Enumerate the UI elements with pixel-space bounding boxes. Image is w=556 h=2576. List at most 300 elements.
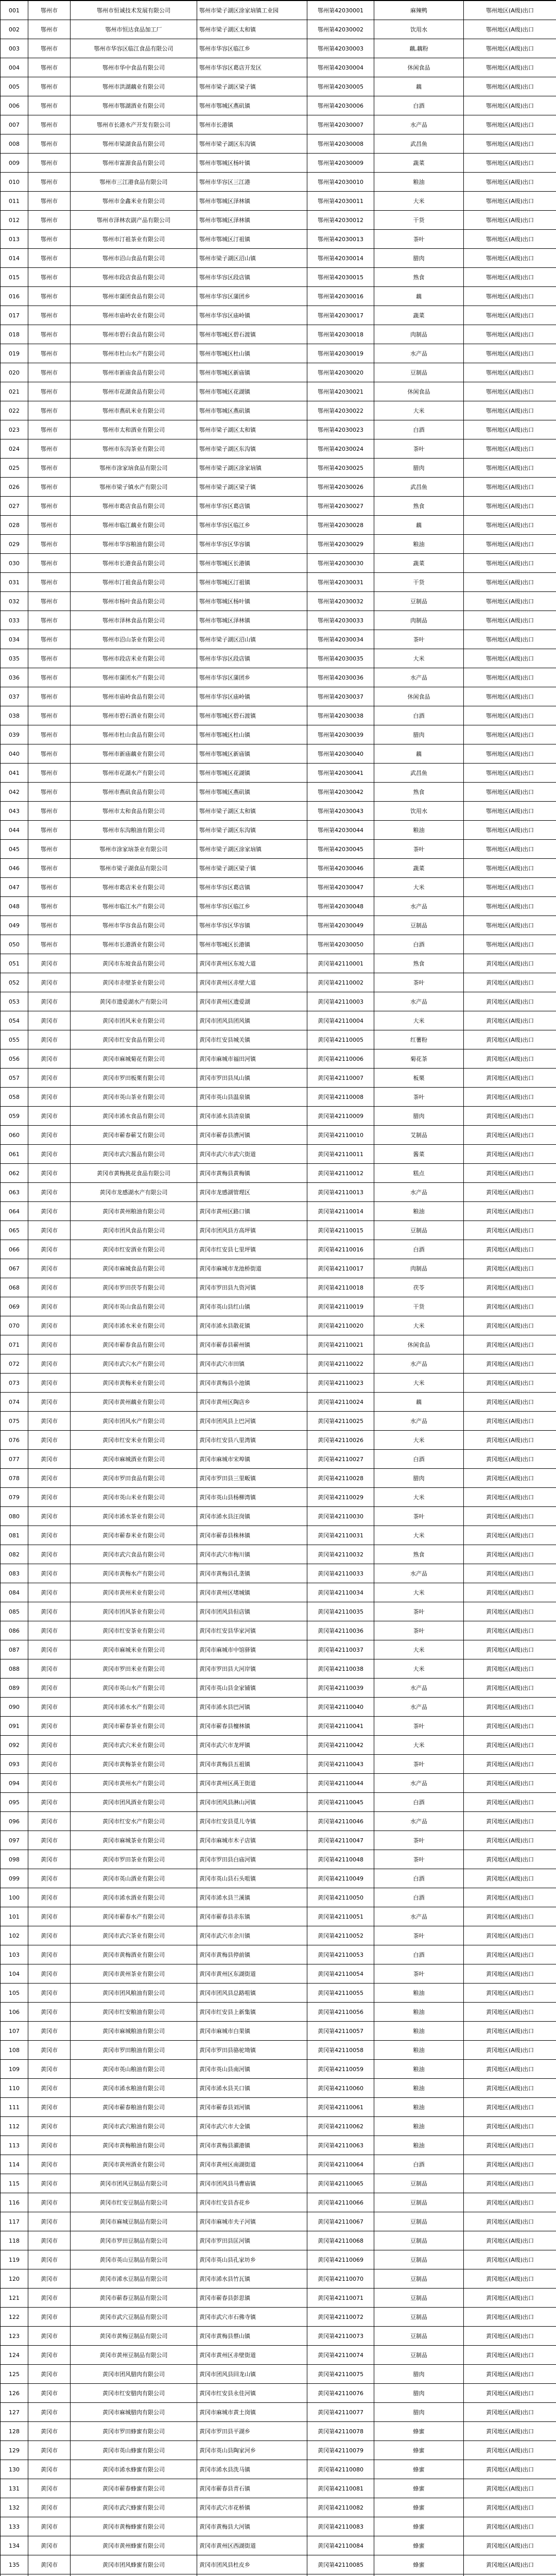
city-cell: 鄂州市 xyxy=(28,744,71,764)
table-row xyxy=(1,249,556,268)
product-cell: 糕点 xyxy=(374,1164,464,1183)
city-cell: 鄂州市 xyxy=(28,344,71,363)
company-name-cell: 鄂州市新庙食品有限公司 xyxy=(71,363,197,382)
table-row xyxy=(1,1774,556,1793)
table-row xyxy=(1,1202,556,1221)
registration-code-cell: 鄂州第42030012 xyxy=(307,211,374,230)
registration-code-cell: 黄冈第42110080 xyxy=(307,2460,374,2479)
registration-code-cell: 鄂州第42030044 xyxy=(307,821,374,840)
company-name-cell xyxy=(71,2574,197,2576)
product-cell: 茶叶 xyxy=(374,1964,464,1984)
row-number-cell: 004 xyxy=(1,58,28,77)
registration-code-cell: 鄂州第42030028 xyxy=(307,516,374,535)
row-number-cell: 014 xyxy=(1,249,28,268)
product-cell: 茶叶 xyxy=(374,230,464,249)
scope-cell: 鄂州地区(A级)出口 xyxy=(464,325,556,344)
city-cell: 黄冈市 xyxy=(28,1412,71,1431)
registration-code-cell: 黄冈第42110035 xyxy=(307,1602,374,1621)
registration-code-cell: 鄂州第42030019 xyxy=(307,344,374,363)
company-name-cell: 鄂州市恒诚技术发展有限公司 xyxy=(71,1,197,20)
scope-cell: 黄冈地区(A级)出口 xyxy=(464,1412,556,1431)
scope-cell: 黄冈地区(A级)出口 xyxy=(464,2193,556,2212)
table-row xyxy=(1,916,556,935)
table-row xyxy=(1,2193,556,2212)
table-row xyxy=(1,2308,556,2327)
registration-code-cell: 黄冈第42110004 xyxy=(307,1011,374,1030)
table-row xyxy=(1,325,556,344)
row-number-cell: 013 xyxy=(1,230,28,249)
city-cell: 黄冈市 xyxy=(28,1469,71,1488)
address-cell: 黄冈市蕲春县漕河镇 xyxy=(197,1126,307,1145)
address-cell: 鄂州市梁子湖区涂家垴镇工业园 xyxy=(197,1,307,20)
registration-code-cell: 鄂州第42030045 xyxy=(307,840,374,859)
city-cell: 鄂州市 xyxy=(28,935,71,954)
product-cell: 茶叶 xyxy=(374,1755,464,1774)
product-cell: 艾制品 xyxy=(374,1126,464,1145)
company-name-cell: 黄冈市赤壁茶业有限公司 xyxy=(71,973,197,992)
table-row xyxy=(1,1126,556,1145)
table-row xyxy=(1,154,556,173)
row-number-cell: 016 xyxy=(1,287,28,306)
row-number-cell: 036 xyxy=(1,668,28,687)
row-number-cell: 020 xyxy=(1,363,28,382)
company-name-cell: 黄冈市黄州酒业有限公司 xyxy=(71,2155,197,2174)
table-row xyxy=(1,1354,556,1374)
row-number-cell: 086 xyxy=(1,1621,28,1640)
address-cell: 鄂州市梁子湖区太和镇 xyxy=(197,20,307,39)
row-number-cell: 047 xyxy=(1,878,28,897)
city-cell: 黄冈市 xyxy=(28,1907,71,1926)
product-cell: 蜂蜜 xyxy=(374,2536,464,2555)
city-cell: 黄冈市 xyxy=(28,1240,71,1259)
address-cell: 鄂州市华容区葛店镇 xyxy=(197,878,307,897)
city-cell: 鄂州市 xyxy=(28,459,71,478)
registration-code-cell: 黄冈第42110076 xyxy=(307,2384,374,2403)
city-cell: 黄冈市 xyxy=(28,1316,71,1335)
registration-code-cell: 鄂州第42030006 xyxy=(307,96,374,115)
company-name-cell: 黄冈市黄州豆制品有限公司 xyxy=(71,2346,197,2365)
scope-cell: 黄冈地区(A级)出口 xyxy=(464,1526,556,1545)
row-number-cell: 107 xyxy=(1,2022,28,2041)
scope-cell: 鄂州地区(A级)出口 xyxy=(464,154,556,173)
product-cell: 大米 xyxy=(374,1640,464,1659)
address-cell: 黄冈市武穴市田镇 xyxy=(197,1354,307,1374)
row-number-cell: 120 xyxy=(1,2269,28,2289)
city-cell: 鄂州市 xyxy=(28,725,71,744)
row-number-cell: 033 xyxy=(1,611,28,630)
company-name-cell: 鄂州市梁子湖食品有限公司 xyxy=(71,859,197,878)
city-cell: 黄冈市 xyxy=(28,1564,71,1583)
table-row xyxy=(1,592,556,611)
company-name-cell: 黄冈市罗田米业有限公司 xyxy=(71,1659,197,1679)
company-name-cell: 黄冈市武穴米业有限公司 xyxy=(71,1736,197,1755)
scope-cell: 黄冈地区(A级)出口 xyxy=(464,1507,556,1526)
product-cell: 水产品 xyxy=(374,1354,464,1374)
city-cell: 黄冈市 xyxy=(28,992,71,1011)
city-cell: 黄冈市 xyxy=(28,1545,71,1564)
registration-code-cell: 鄂州第42030043 xyxy=(307,802,374,821)
product-cell: 豆制品 xyxy=(374,1221,464,1240)
product-cell: 豆制品 xyxy=(374,2308,464,2327)
scope-cell: 黄冈地区(A级)出口 xyxy=(464,1602,556,1621)
address-cell: 黄冈市麻城市白果镇 xyxy=(197,2022,307,2041)
row-number-cell: 031 xyxy=(1,573,28,592)
table-row xyxy=(1,2117,556,2136)
city-cell: 黄冈市 xyxy=(28,2327,71,2346)
company-name-cell: 鄂州市花湖食品有限公司 xyxy=(71,382,197,401)
address-cell: 黄冈市黄州区东湖街道 xyxy=(197,1964,307,1984)
product-cell: 熟食 xyxy=(374,497,464,516)
scope-cell: 黄冈地区(A级)出口 xyxy=(464,1659,556,1679)
registration-code-cell: 黄冈第42110085 xyxy=(307,2555,374,2574)
company-name-cell: 鄂州市华容粮油有限公司 xyxy=(71,535,197,554)
company-name-cell: 鄂州市葛店食品有限公司 xyxy=(71,497,197,516)
company-name-cell: 鄂州市燕矶食品有限公司 xyxy=(71,783,197,802)
row-number-cell: 092 xyxy=(1,1736,28,1755)
row-number-cell: 099 xyxy=(1,1869,28,1888)
address-cell: 黄冈市英山县温泉镇 xyxy=(197,1088,307,1107)
row-number-cell: 133 xyxy=(1,2517,28,2536)
registration-code-cell: 鄂州第42030016 xyxy=(307,287,374,306)
scope-cell: 黄冈地区(A级)出口 xyxy=(464,2003,556,2022)
scope-cell: 黄冈地区(A级)出口 xyxy=(464,1049,556,1069)
scope-cell: 鄂州地区(A级)出口 xyxy=(464,878,556,897)
scope-cell: 黄冈地区(A级)出口 xyxy=(464,1717,556,1736)
city-cell: 鄂州市 xyxy=(28,611,71,630)
table-row xyxy=(1,1869,556,1888)
registration-code-cell: 鄂州第42030005 xyxy=(307,77,374,96)
registration-code-cell: 黄冈第42110067 xyxy=(307,2212,374,2231)
product-cell xyxy=(374,2574,464,2576)
company-name-cell: 鄂州市蒲团食品有限公司 xyxy=(71,287,197,306)
row-number-cell: 090 xyxy=(1,1698,28,1717)
table-row xyxy=(1,192,556,211)
product-cell: 粮油 xyxy=(374,1202,464,1221)
product-cell: 白酒 xyxy=(374,935,464,954)
company-name-cell: 鄂州市杨叶食品有限公司 xyxy=(71,592,197,611)
scope-cell: 黄冈地区(A级)出口 xyxy=(464,1278,556,1297)
scope-cell: 黄冈地区(A级)出口 xyxy=(464,2079,556,2098)
address-cell: 鄂州市鄂城区杨叶镇 xyxy=(197,154,307,173)
company-name-cell: 黄冈市黄州藕业有限公司 xyxy=(71,1393,197,1412)
scope-cell: 黄冈地区(A级)出口 xyxy=(464,1069,556,1088)
table-row xyxy=(1,573,556,592)
row-number-cell: 124 xyxy=(1,2346,28,2365)
registration-code-cell: 鄂州第42030032 xyxy=(307,592,374,611)
city-cell: 黄冈市 xyxy=(28,1126,71,1145)
scope-cell: 黄冈地区(A级)出口 xyxy=(464,1202,556,1221)
address-cell: 鄂州市梁子湖区东沟镇 xyxy=(197,439,307,459)
city-cell: 黄冈市 xyxy=(28,2384,71,2403)
scope-cell: 鄂州地区(A级)出口 xyxy=(464,897,556,916)
table-row xyxy=(1,611,556,630)
table-row xyxy=(1,1926,556,1945)
registration-code-cell: 黄冈第42110018 xyxy=(307,1278,374,1297)
row-number-cell: 027 xyxy=(1,497,28,516)
registration-code-cell: 黄冈第42110079 xyxy=(307,2441,374,2460)
row-number-cell: 030 xyxy=(1,554,28,573)
company-name-cell: 黄冈市武穴食品有限公司 xyxy=(71,1545,197,1564)
address-cell: 鄂州市华容区华容镇 xyxy=(197,916,307,935)
city-cell: 鄂州市 xyxy=(28,630,71,649)
row-number-cell: 053 xyxy=(1,992,28,1011)
company-name-cell: 黄冈市团风茶业有限公司 xyxy=(71,1602,197,1621)
address-cell: 黄冈市蕲春县株林镇 xyxy=(197,1526,307,1545)
city-cell: 黄冈市 xyxy=(28,1774,71,1793)
city-cell: 黄冈市 xyxy=(28,2079,71,2098)
row-number-cell: 072 xyxy=(1,1354,28,1374)
scope-cell: 黄冈地区(A级)出口 xyxy=(464,1698,556,1717)
address-cell: 鄂州市鄂城区花湖镇 xyxy=(197,764,307,783)
registration-code-cell: 黄冈第42110030 xyxy=(307,1507,374,1526)
product-cell: 粮油 xyxy=(374,2098,464,2117)
company-name-cell: 黄冈市红安粮油有限公司 xyxy=(71,2003,197,2022)
table-row xyxy=(1,1679,556,1698)
company-name-cell: 黄冈市黄梅水产有限公司 xyxy=(71,1564,197,1583)
row-number-cell: 111 xyxy=(1,2098,28,2117)
registration-code-cell: 黄冈第42110007 xyxy=(307,1069,374,1088)
scope-cell: 鄂州地区(A级)出口 xyxy=(464,401,556,420)
row-number-cell: 018 xyxy=(1,325,28,344)
row-number-cell: 126 xyxy=(1,2384,28,2403)
registration-code-cell: 鄂州第42030029 xyxy=(307,535,374,554)
city-cell: 鄂州市 xyxy=(28,192,71,211)
product-cell: 粮油 xyxy=(374,1984,464,2003)
registration-code-cell: 黄冈第42110059 xyxy=(307,2060,374,2079)
row-number-cell: 123 xyxy=(1,2327,28,2346)
row-number-cell: 110 xyxy=(1,2079,28,2098)
row-number-cell: 064 xyxy=(1,1202,28,1221)
address-cell: 鄂州市鄂城区新庙镇 xyxy=(197,744,307,764)
product-cell: 干货 xyxy=(374,1297,464,1316)
row-number-cell: 097 xyxy=(1,1831,28,1850)
product-cell: 水产品 xyxy=(374,1812,464,1831)
scope-cell: 鄂州地区(A级)出口 xyxy=(464,268,556,287)
table-row xyxy=(1,287,556,306)
table-row xyxy=(1,1793,556,1812)
product-cell: 茶叶 xyxy=(374,439,464,459)
scope-cell: 鄂州地区(A级)出口 xyxy=(464,134,556,154)
product-cell: 大米 xyxy=(374,1316,464,1335)
product-cell: 水产品 xyxy=(374,1907,464,1926)
table-row xyxy=(1,2289,556,2308)
registration-code-cell: 黄冈第42110011 xyxy=(307,1145,374,1164)
address-cell: 鄂州市华容区蒲团乡 xyxy=(197,668,307,687)
scope-cell: 黄冈地区(A级)出口 xyxy=(464,1145,556,1164)
scope-cell: 黄冈地区(A级)出口 xyxy=(464,2289,556,2308)
city-cell: 鄂州市 xyxy=(28,668,71,687)
address-cell: 黄冈市黄州区西湖街道 xyxy=(197,2536,307,2555)
company-name-cell: 鄂州市长港食品有限公司 xyxy=(71,554,197,573)
company-table xyxy=(0,1,556,2576)
company-name-cell: 黄冈市浠水食品有限公司 xyxy=(71,1107,197,1126)
registration-code-cell: 黄冈第42110047 xyxy=(307,1831,374,1850)
table-row xyxy=(1,39,556,58)
company-name-cell: 鄂州市庙岭农业有限公司 xyxy=(71,306,197,325)
registration-code-cell: 黄冈第42110014 xyxy=(307,1202,374,1221)
city-cell: 黄冈市 xyxy=(28,2117,71,2136)
scope-cell: 黄冈地区(A级)出口 xyxy=(464,2460,556,2479)
company-name-cell: 黄冈市罗田蜂蜜有限公司 xyxy=(71,2422,197,2441)
product-cell: 红薯粉 xyxy=(374,1030,464,1049)
company-name-cell: 黄冈市浠水酒业有限公司 xyxy=(71,1888,197,1907)
company-name-cell: 鄂州市富源食品有限公司 xyxy=(71,154,197,173)
product-cell: 饮用水 xyxy=(374,20,464,39)
scope-cell: 黄冈地区(A级)出口 xyxy=(464,2136,556,2155)
city-cell: 黄冈市 xyxy=(28,2098,71,2117)
address-cell: 黄冈市武穴市龙坪镇 xyxy=(197,1736,307,1755)
registration-code-cell: 鄂州第42030027 xyxy=(307,497,374,516)
city-cell: 黄冈市 xyxy=(28,1526,71,1545)
address-cell: 鄂州市鄂城区长港镇 xyxy=(197,935,307,954)
company-name-cell: 黄冈市武穴酱品有限公司 xyxy=(71,1145,197,1164)
table-row xyxy=(1,1088,556,1107)
scope-cell: 鄂州地区(A级)出口 xyxy=(464,916,556,935)
row-number-cell: 058 xyxy=(1,1088,28,1107)
scope-cell: 黄冈地区(A级)出口 xyxy=(464,2346,556,2365)
table-row xyxy=(1,2346,556,2365)
product-cell: 大米 xyxy=(374,401,464,420)
address-cell: 黄冈市红安县城关镇 xyxy=(197,1030,307,1049)
address-cell: 黄冈市浠水县竹瓦镇 xyxy=(197,2269,307,2289)
address-cell: 黄冈市罗田县大河岸镇 xyxy=(197,1659,307,1679)
product-cell: 茶叶 xyxy=(374,840,464,859)
company-name-cell: 鄂州市华中食品有限公司 xyxy=(71,58,197,77)
row-number-cell: 029 xyxy=(1,535,28,554)
row-number-cell: 093 xyxy=(1,1755,28,1774)
registration-code-cell: 黄冈第42110050 xyxy=(307,1888,374,1907)
address-cell: 鄂州市鄂城区碧石渡镇 xyxy=(197,325,307,344)
city-cell: 黄冈市 xyxy=(28,1659,71,1679)
row-number-cell: 037 xyxy=(1,687,28,706)
scope-cell: 黄冈地区(A级)出口 xyxy=(464,1030,556,1049)
city-cell: 黄冈市 xyxy=(28,2289,71,2308)
city-cell: 黄冈市 xyxy=(28,1717,71,1736)
row-number-cell: 032 xyxy=(1,592,28,611)
city-cell: 鄂州市 xyxy=(28,897,71,916)
product-cell: 藕 xyxy=(374,287,464,306)
scope-cell: 黄冈地区(A级)出口 xyxy=(464,1183,556,1202)
scope-cell: 黄冈地区(A级)出口 xyxy=(464,1316,556,1335)
address-cell: 黄冈市麻城市龙池桥街道 xyxy=(197,1259,307,1278)
table-row xyxy=(1,439,556,459)
registration-code-cell: 黄冈第42110022 xyxy=(307,1354,374,1374)
row-number-cell: 116 xyxy=(1,2193,28,2212)
company-name-cell: 鄂州市太和酒业有限公司 xyxy=(71,420,197,439)
scope-cell: 黄冈地区(A级)出口 xyxy=(464,2250,556,2269)
registration-code-cell: 鄂州第42030013 xyxy=(307,230,374,249)
city-cell: 鄂州市 xyxy=(28,859,71,878)
row-number-cell: 017 xyxy=(1,306,28,325)
address-cell: 鄂州市华容区临江乡 xyxy=(197,516,307,535)
row-number-cell: 023 xyxy=(1,420,28,439)
scope-cell: 鄂州地区(A级)出口 xyxy=(464,96,556,115)
company-name-cell: 黄冈市团风腊肉有限公司 xyxy=(71,2365,197,2384)
product-cell: 蜂蜜 xyxy=(374,2422,464,2441)
address-cell: 黄冈市罗田县匡河镇 xyxy=(197,2231,307,2250)
row-number-cell: 075 xyxy=(1,1412,28,1431)
address-cell: 黄冈市罗田县九资河镇 xyxy=(197,1278,307,1297)
scope-cell: 鄂州地区(A级)出口 xyxy=(464,173,556,192)
address-cell: 鄂州市鄂城区泽林镇 xyxy=(197,611,307,630)
product-cell: 白酒 xyxy=(374,1888,464,1907)
city-cell: 黄冈市 xyxy=(28,2003,71,2022)
company-name-cell: 黄冈市罗田粮油有限公司 xyxy=(71,2041,197,2060)
address-cell: 黄冈市团风县总路咀镇 xyxy=(197,1984,307,2003)
registration-code-cell: 黄冈第42110040 xyxy=(307,1698,374,1717)
city-cell: 黄冈市 xyxy=(28,2346,71,2365)
table-row xyxy=(1,2212,556,2231)
company-name-cell: 黄冈市英山茶业有限公司 xyxy=(71,1088,197,1107)
address-cell: 鄂州市华容区葛店开发区 xyxy=(197,58,307,77)
address-cell: 鄂州市华容区庙岭镇 xyxy=(197,687,307,706)
city-cell: 黄冈市 xyxy=(28,1278,71,1297)
address-cell: 黄冈市黄州区赤壁街道 xyxy=(197,2346,307,2365)
company-name-cell: 鄂州市沼山茶业有限公司 xyxy=(71,630,197,649)
scope-cell: 鄂州地区(A级)出口 xyxy=(464,420,556,439)
company-name-cell: 黄冈市武穴蜂蜜有限公司 xyxy=(71,2498,197,2517)
product-cell: 干货 xyxy=(374,211,464,230)
company-name-cell: 黄冈市武穴粮油有限公司 xyxy=(71,2117,197,2136)
row-number-cell: 061 xyxy=(1,1145,28,1164)
scope-cell: 黄冈地区(A级)出口 xyxy=(464,1964,556,1984)
address-cell: 鄂州市鄂城区杨叶镇 xyxy=(197,592,307,611)
company-name-cell: 鄂州市长港酒业有限公司 xyxy=(71,935,197,954)
city-cell: 黄冈市 xyxy=(28,1602,71,1621)
city-cell: 黄冈市 xyxy=(28,1488,71,1507)
city-cell: 黄冈市 xyxy=(28,1831,71,1850)
company-name-cell: 黄冈市麻城腊肉有限公司 xyxy=(71,2403,197,2422)
product-cell: 熟食 xyxy=(374,783,464,802)
company-name-cell: 鄂州市临江藕业有限公司 xyxy=(71,516,197,535)
city-cell: 鄂州市 xyxy=(28,363,71,382)
address-cell: 黄冈市麻城市中馆驿镇 xyxy=(197,1640,307,1659)
scope-cell: 黄冈地区(A级)出口 xyxy=(464,1640,556,1659)
address-cell: 黄冈市黄州区赤壁大道 xyxy=(197,973,307,992)
scope-cell: 黄冈地区(A级)出口 xyxy=(464,1831,556,1850)
row-number-cell: 109 xyxy=(1,2060,28,2079)
company-name-cell: 黄冈市英山酒业有限公司 xyxy=(71,1869,197,1888)
city-cell: 黄冈市 xyxy=(28,1221,71,1240)
table-row xyxy=(1,1183,556,1202)
table-row xyxy=(1,897,556,916)
registration-code-cell: 鄂州第42030024 xyxy=(307,439,374,459)
city-cell: 鄂州市 xyxy=(28,439,71,459)
product-cell: 水产品 xyxy=(374,115,464,134)
scope-cell: 鄂州地区(A级)出口 xyxy=(464,802,556,821)
company-name-cell: 黄冈市英山蜂蜜有限公司 xyxy=(71,2441,197,2460)
scope-cell: 鄂州地区(A级)出口 xyxy=(464,192,556,211)
scope-cell: 鄂州地区(A级)出口 xyxy=(464,516,556,535)
company-name-cell: 黄冈市团风水产有限公司 xyxy=(71,1412,197,1431)
table-row xyxy=(1,2231,556,2250)
company-name-cell: 黄冈市罗田茯苓有限公司 xyxy=(71,1278,197,1297)
table-row xyxy=(1,2022,556,2041)
scope-cell: 鄂州地区(A级)出口 xyxy=(464,935,556,954)
scope-cell: 鄂州地区(A级)出口 xyxy=(464,115,556,134)
row-number-cell: 008 xyxy=(1,134,28,154)
row-number-cell: 056 xyxy=(1,1049,28,1069)
city-cell: 鄂州市 xyxy=(28,401,71,420)
company-name-cell: 黄冈市蕲春蕲艾有限公司 xyxy=(71,1126,197,1145)
registration-code-cell: 黄冈第42110005 xyxy=(307,1030,374,1049)
table-row xyxy=(1,173,556,192)
company-name-cell: 黄冈市红安酒业有限公司 xyxy=(71,1240,197,1259)
registration-code-cell: 黄冈第42110027 xyxy=(307,1450,374,1469)
scope-cell: 黄冈地区(A级)出口 xyxy=(464,1240,556,1259)
company-name-cell: 黄冈市武穴豆制品有限公司 xyxy=(71,2308,197,2327)
scope-cell: 鄂州地区(A级)出口 xyxy=(464,211,556,230)
